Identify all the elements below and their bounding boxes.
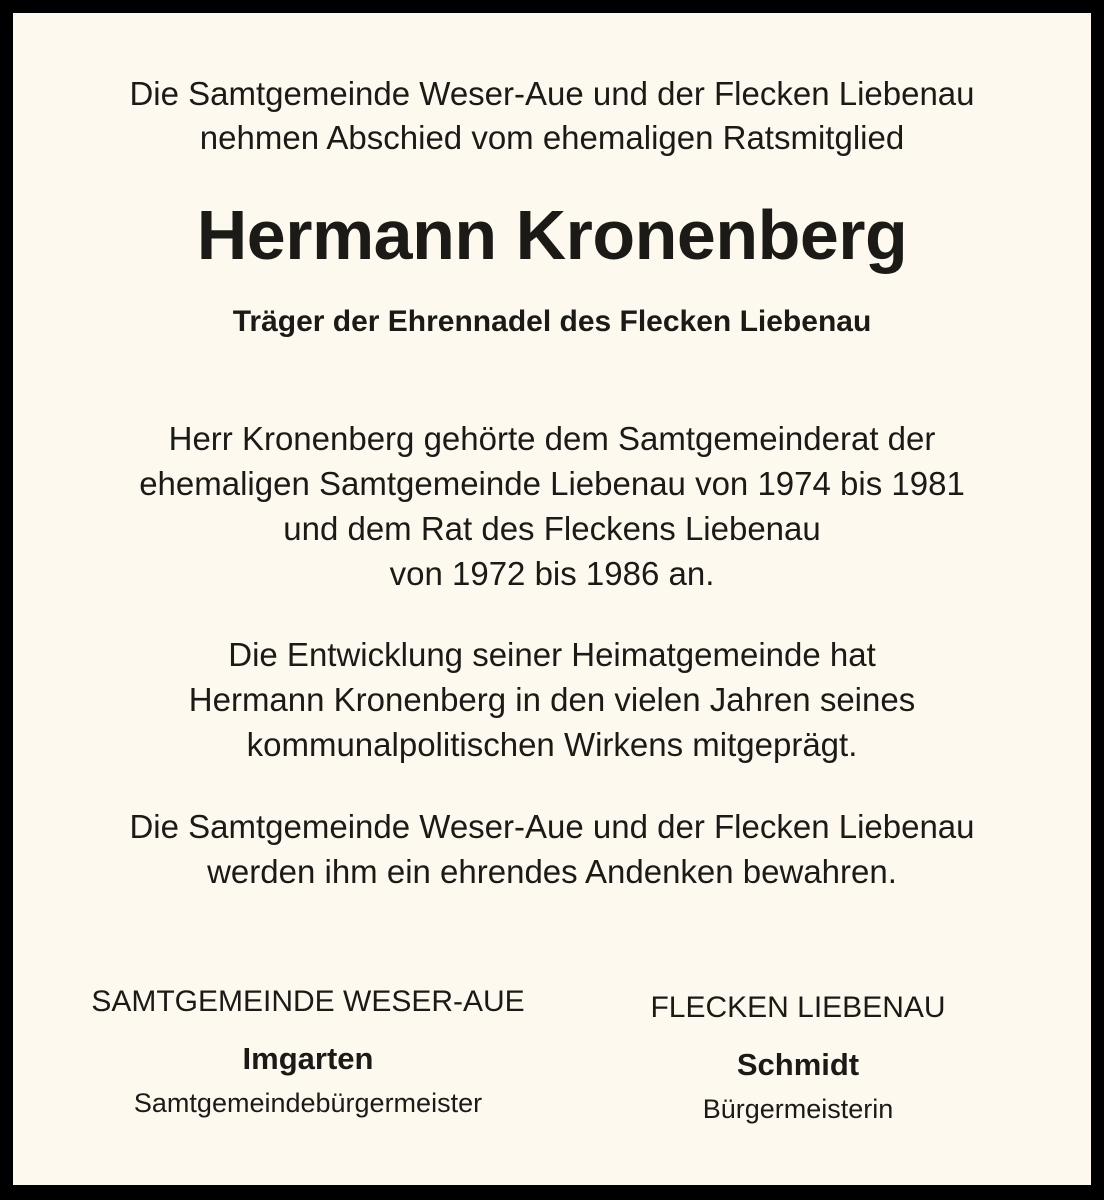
intro-line-2: nehmen Abschied vom ehemaligen Ratsmitglied xyxy=(199,119,905,156)
signature-left-name: Imgarten xyxy=(242,1041,374,1076)
signature-right-name: Schmidt xyxy=(736,1047,860,1082)
signature-left-role: Samtgemeindebürgermeister xyxy=(133,1088,483,1118)
paragraph2-line-1: Die Entwicklung seiner Heimatgemeinde hat xyxy=(228,636,876,673)
signature-left-organization: SAMTGEMEINDE WESER-AUE xyxy=(91,985,525,1018)
intro-line-1: Die Samtgemeinde Weser-Aue und der Flecken Liebenau xyxy=(129,75,975,112)
paragraph2-line-3: kommunalpolitischen Wirkens mitgeprägt. xyxy=(246,726,858,763)
paragraph1-line-4: von 1972 bis 1986 an. xyxy=(389,555,715,592)
paragraph1-line-3: und dem Rat des Fleckens Liebenau xyxy=(283,510,821,547)
obituary-notice xyxy=(13,13,1091,1185)
paragraph1-line-1: Herr Kronenberg gehörte dem Samtgemeinderat der xyxy=(168,420,936,457)
paragraph3-line-1: Die Samtgemeinde Weser-Aue und der Flecken Liebenau xyxy=(129,808,975,845)
paragraph2-line-2: Hermann Kronenberg in den vielen Jahren seines xyxy=(188,681,916,718)
paragraph1-line-2: ehemaligen Samtgemeinde Liebenau von 1974 bis 1981 xyxy=(139,465,965,502)
paragraph3-line-2: werden ihm ein ehrendes Andenken bewahren. xyxy=(207,853,897,890)
signature-right-role: Bürgermeisterin xyxy=(702,1094,894,1124)
deceased-name: Hermann Kronenberg xyxy=(196,196,908,274)
honor-subtitle: Träger der Ehrennadel des Flecken Liebenau xyxy=(232,305,872,338)
signature-right-organization: FLECKEN LIEBENAU xyxy=(650,991,946,1024)
